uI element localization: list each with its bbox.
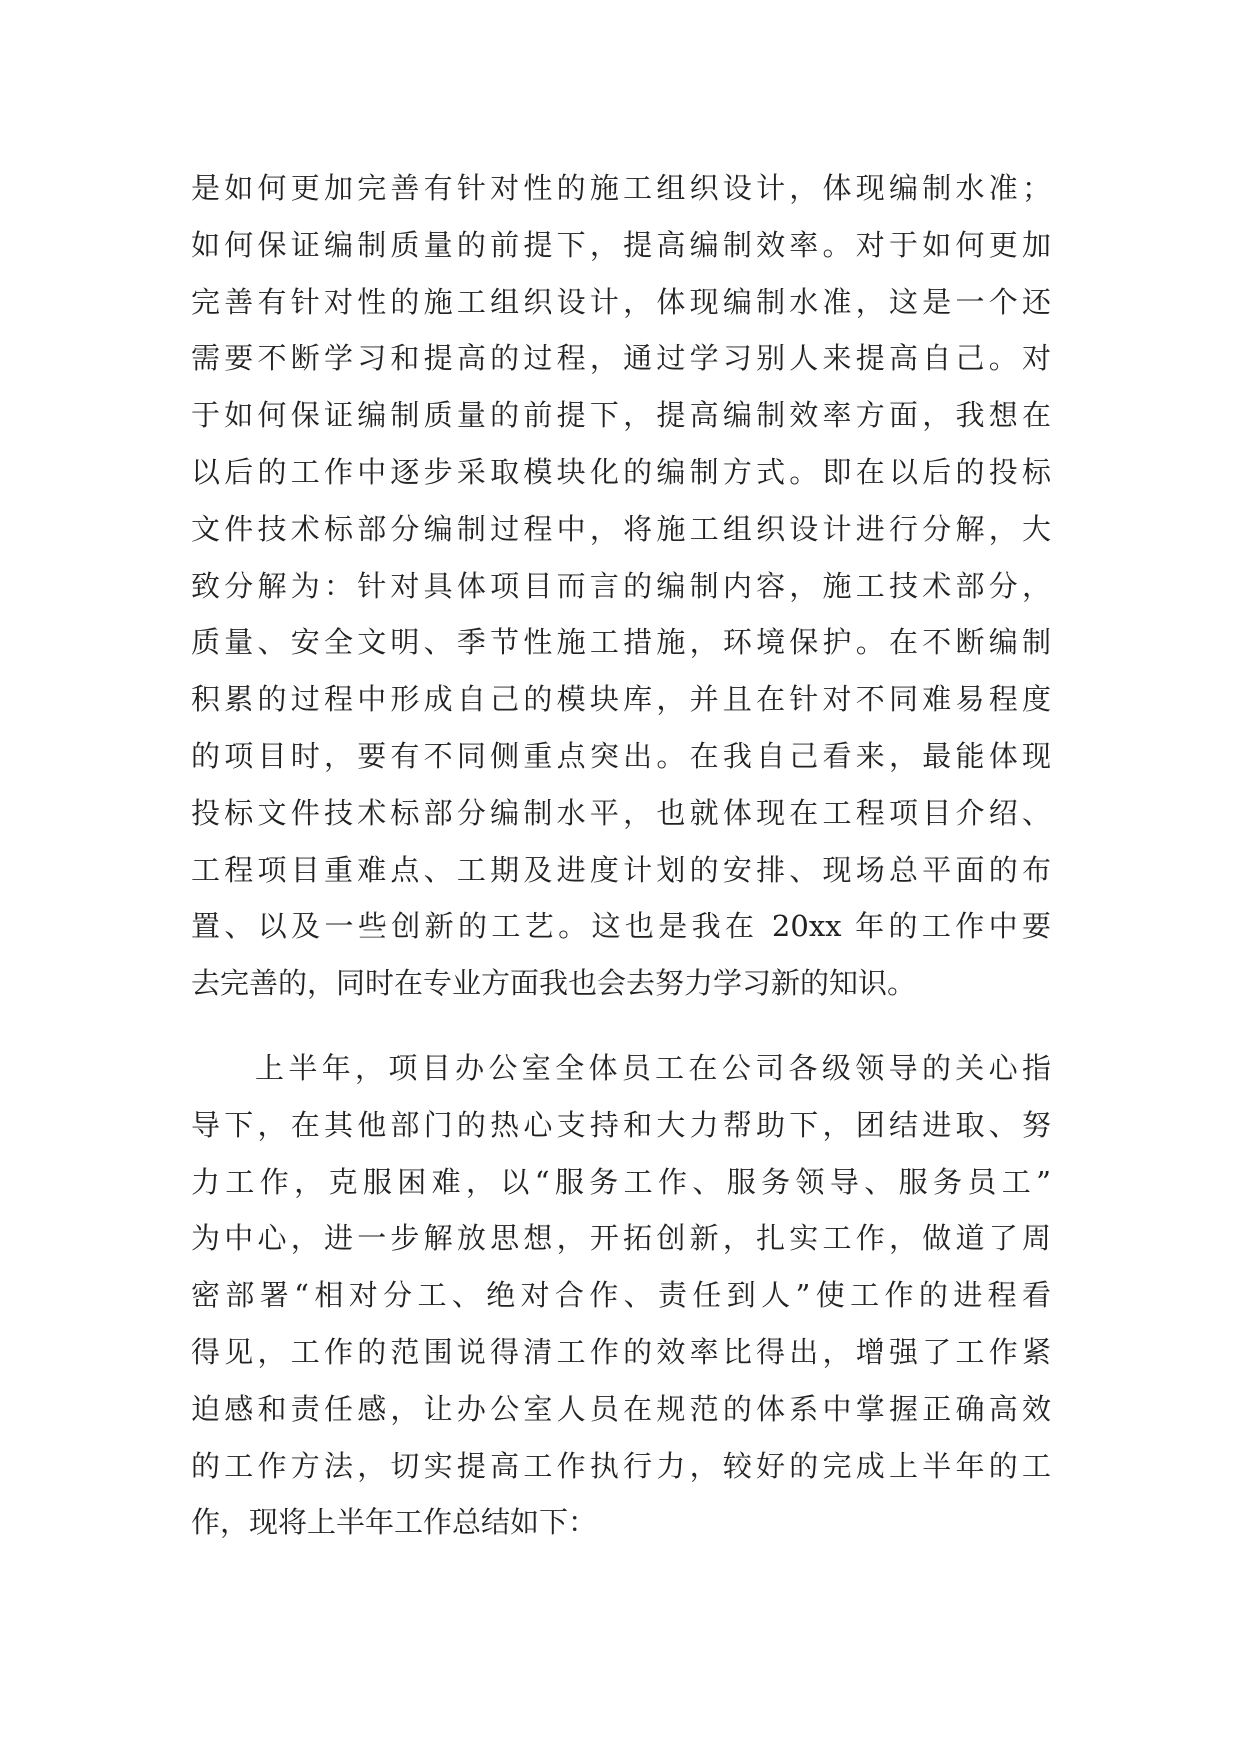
paragraph-1 xyxy=(191,160,1051,1012)
paragraph-line: 置、以及一些创新的工艺。这也是我在 20xx 年的工作中要 xyxy=(191,909,1051,944)
paragraph-line: 是如何更加完善有针对性的施工组织设计，体现编制水准； xyxy=(191,171,1051,205)
paragraph-line: 的工作方法，切实提高工作执行力，较好的完成上半年的工 xyxy=(191,1448,1051,1483)
paragraph-line: 上半年，项目办公室全体员工在公司各级领导的关心指 xyxy=(255,1051,1051,1085)
paragraph-2 xyxy=(191,1040,1051,1551)
paragraph-line: 作，现将上半年工作总结如下： xyxy=(191,1505,598,1540)
paragraph-line: 的项目时，要有不同侧重点突出。在我自己看来，最能体现 xyxy=(191,738,1051,773)
paragraph-line: 文件技术标部分编制过程中，将施工组织设计进行分解，大 xyxy=(191,511,1051,546)
paragraph-line: 得见，工作的范围说得清工作的效率比得出，增强了工作紧 xyxy=(191,1334,1051,1369)
paragraph-line: 投标文件技术标部分编制水平，也就体现在工程项目介绍、 xyxy=(191,795,1051,830)
paragraph-line: 致分解为：针对具体项目而言的编制内容，施工技术部分， xyxy=(191,568,1051,603)
paragraph-line: 积累的过程中形成自己的模块库，并且在针对不同难易程度 xyxy=(191,682,1051,717)
paragraph-line: 迫感和责任感，让办公室人员在规范的体系中掌握正确高效 xyxy=(191,1391,1051,1426)
paragraph-line: 去完善的，同时在专业方面我也会去努力学习新的知识。 xyxy=(191,966,917,1001)
paragraph-line: 质量、安全文明、季节性施工措施，环境保护。在不断编制 xyxy=(191,625,1051,660)
paragraph-line: 以后的工作中逐步采取模块化的编制方式。即在以后的投标 xyxy=(191,454,1051,489)
paragraph-line: 于如何保证编制质量的前提下，提高编制效率方面，我想在 xyxy=(191,398,1051,433)
paragraph-line: 完善有针对性的施工组织设计，体现编制水准，这是一个还 xyxy=(191,284,1051,319)
paragraph-line: 如何保证编制质量的前提下，提高编制效率。对于如何更加 xyxy=(191,227,1051,262)
paragraph-line: 力工作，克服困难，以“服务工作、服务领导、服务员工” xyxy=(191,1164,1051,1199)
paragraph-line: 为中心，进一步解放思想，开拓创新，扎实工作，做道了周 xyxy=(191,1221,1051,1256)
paragraph-line: 需要不断学习和提高的过程，通过学习别人来提高自己。对 xyxy=(191,341,1051,376)
paragraph-line: 导下，在其他部门的热心支持和大力帮助下，团结进取、努 xyxy=(191,1107,1051,1142)
paragraph-line: 密部署“相对分工、绝对合作、责任到人”使工作的进程看 xyxy=(191,1278,1051,1313)
paragraph-line: 工程项目重难点、工期及进度计划的安排、现场总平面的布 xyxy=(191,852,1051,887)
